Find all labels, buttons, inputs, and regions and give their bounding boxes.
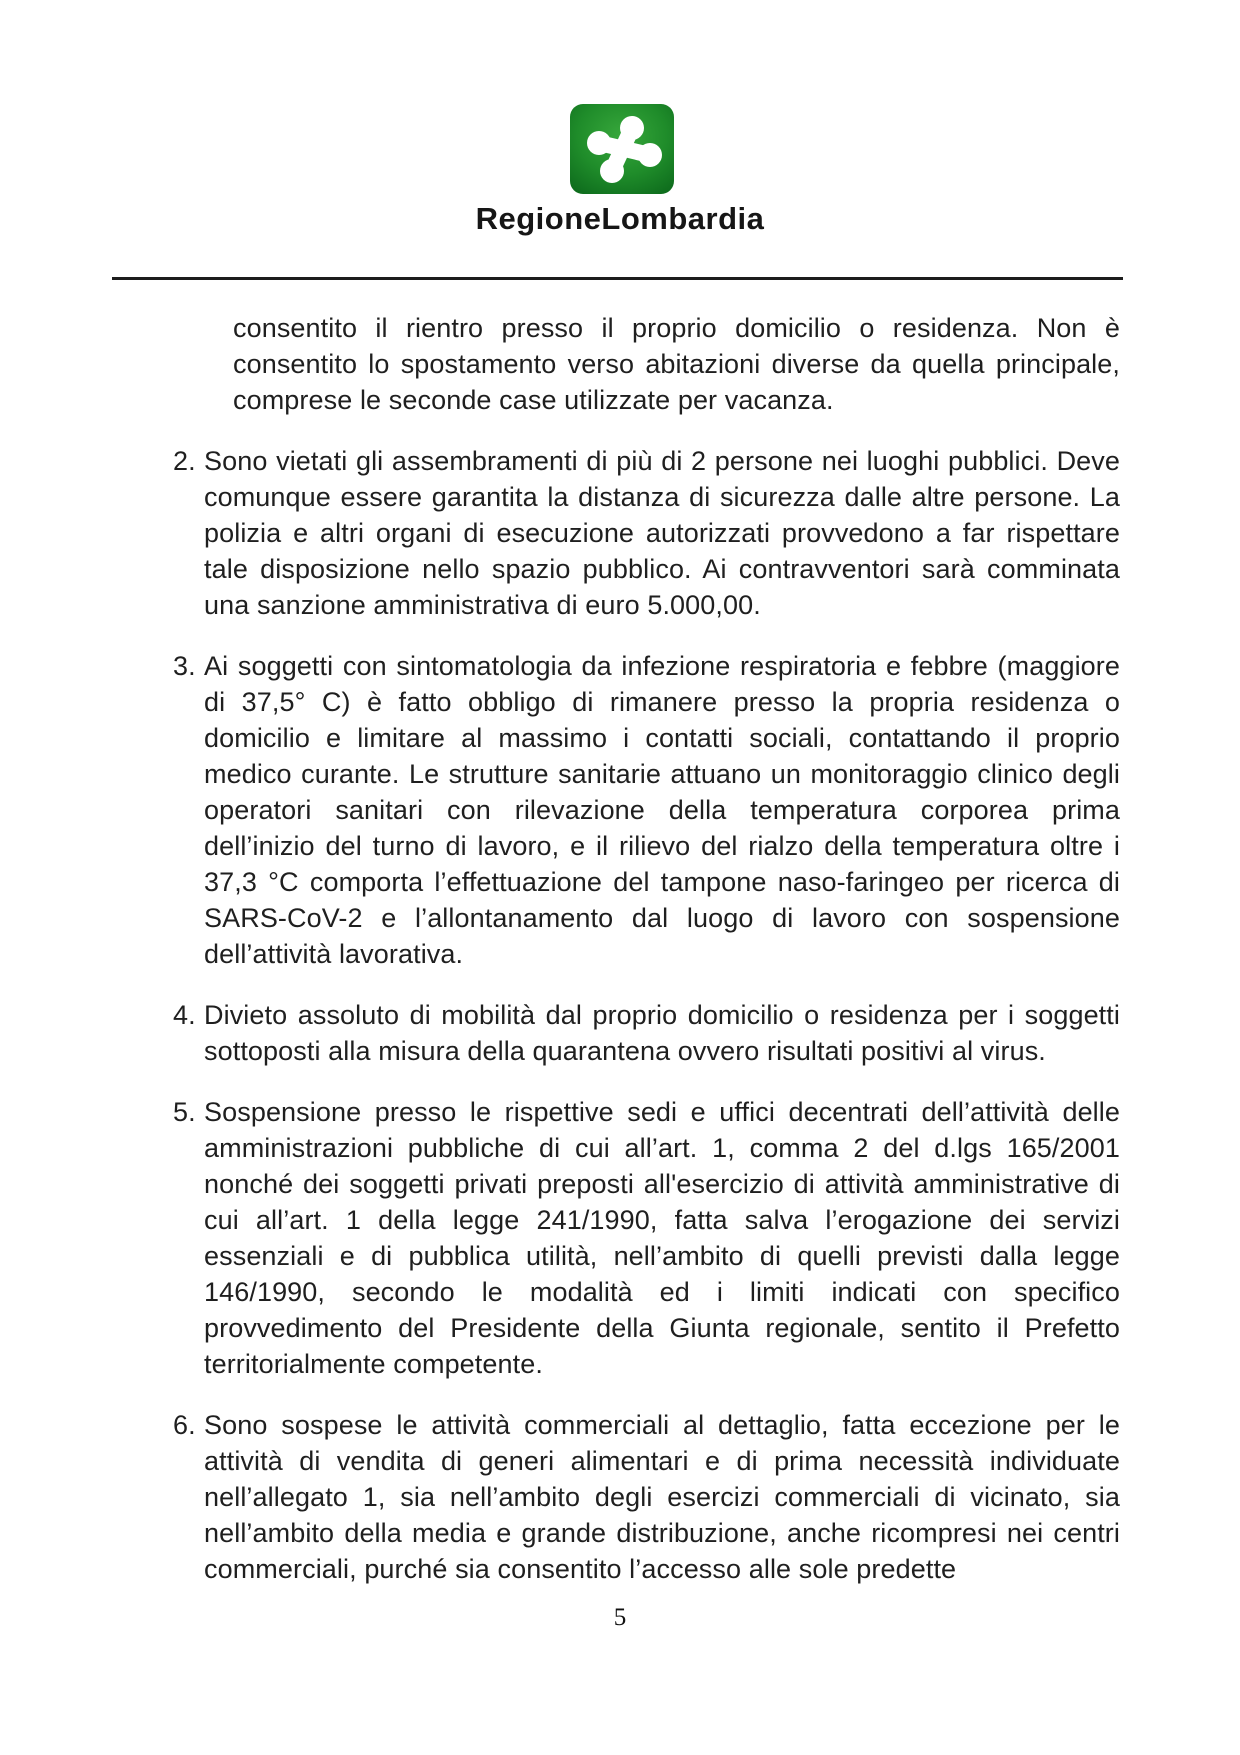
item-number: 3.: [173, 651, 196, 681]
list-item-4: [173, 997, 1120, 1069]
list-item-6: [173, 1407, 1120, 1587]
page-number: 5: [613, 1604, 627, 1631]
list-item-2: [173, 443, 1120, 623]
regione-lombardia-logo: [570, 104, 674, 194]
item-number: 2.: [173, 446, 196, 476]
item-number: 4.: [173, 1000, 196, 1030]
rosa-camuna-icon: [570, 104, 674, 194]
paragraph-intro: consentito il rientro presso il proprio domicilio o residenza. Non è consentito lo spostamento verso abitazioni diverse da quella principale, comprese le seconde case utilizzate per vacanza.: [233, 313, 1120, 415]
item-number: 5.: [173, 1097, 196, 1127]
document-body: [173, 310, 1120, 1612]
header-divider: [112, 277, 1123, 280]
item-text: Ai soggetti con sintomatologia da infezione respiratoria e febbre (maggiore di 37,5° C) è fatto obbligo di rimanere presso la propria residenza o domicilio e limitare al massimo i contatti sociali, contattando il proprio medico curante. Le strutture sanitarie attuano un monitoraggio clinico degli operatori sanitari con rilevazione della temperatura corporea prima dell’inizio del turno di lavoro, e il rilievo del rialzo della temperatura oltre i 37,3 °C comporta l’effettuazione del tampone naso-faringeo per ricerca di SARS-CoV-2 e l’allontanamento dal luogo di lavoro con sospensione dell’attività lavorativa.: [204, 651, 1120, 969]
item-text: Sospensione presso le rispettive sedi e uffici decentrati dell’attività delle amministrazioni pubbliche di cui all’art. 1, comma 2 del d.lgs 165/2001 nonché dei soggetti privati preposti all'esercizio di attività amministrative di cui all’art. 1 della legge 241/1990, fatta salva l’erogazione dei servizi essenziali e di pubblica utilità, nell’ambito di quelli previsti dalla legge 146/1990, secondo le modalità ed i limiti indicati con specifico provvedimento del Presidente della Giunta regionale, sentito il Prefetto territorialmente competente.: [204, 1097, 1120, 1379]
list-item-5: [173, 1094, 1120, 1382]
item-text: Divieto assoluto di mobilità dal proprio domicilio o residenza per i soggetti sottoposti alla misura della quarantena ovvero risultati positivi al virus.: [204, 1000, 1120, 1066]
item-text: Sono sospese le attività commerciali al dettaglio, fatta eccezione per le attività di vendita di generi alimentari e di prima necessità individuate nell’allegato 1, sia nell’ambito degli esercizi commerciali di vicinato, sia nell’ambito della media e grande distribuzione, anche ricompresi nei centri commerciali, purché sia consentito l’accesso alle sole predette: [204, 1410, 1120, 1584]
brand-wordmark: RegioneLombardia: [475, 201, 765, 236]
item-number: 6.: [173, 1410, 196, 1440]
list-item-3: [173, 648, 1120, 972]
item-text: Sono vietati gli assembramenti di più di 2 persone nei luoghi pubblici. Deve comunque essere garantita la distanza di sicurezza dalle altre persone. La polizia e altri organi di esecuzione autorizzati provvedono a far rispettare tale disposizione nello spazio pubblico. Ai contravventori sarà comminata una sanzione amministrativa di euro 5.000,00.: [204, 446, 1120, 620]
